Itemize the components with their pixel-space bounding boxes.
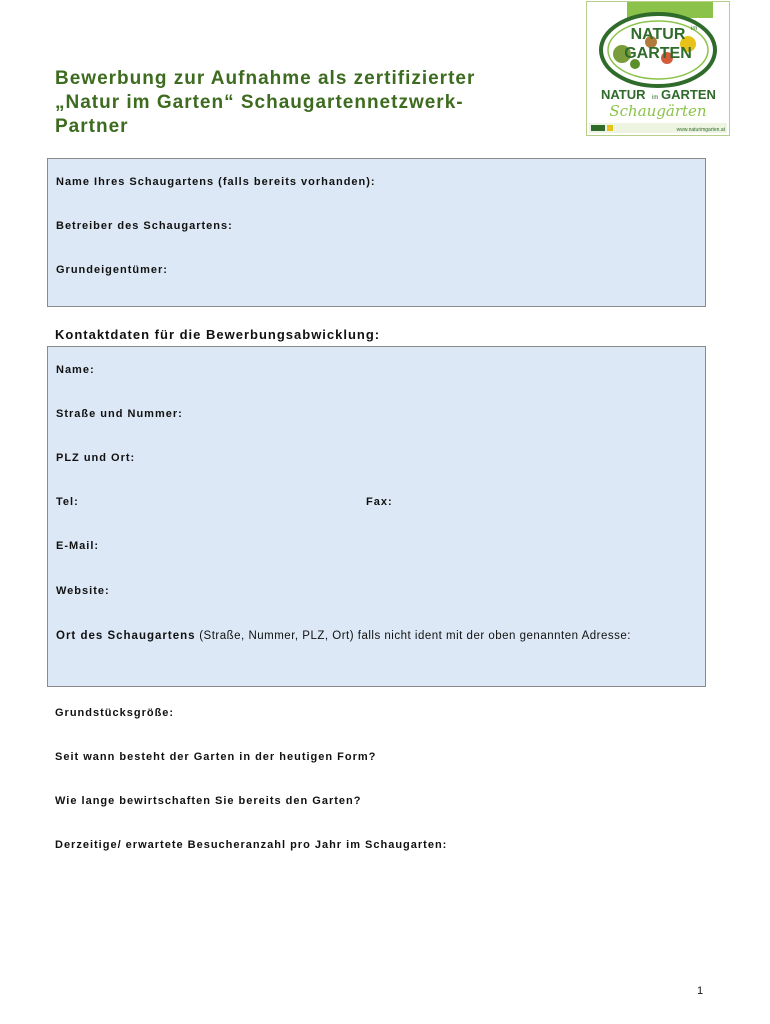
website-field: Website: xyxy=(56,585,110,597)
garden-location-note: (Straße, Nummer, PLZ, Ort) falls nicht ident mit der oben genannten Adresse: xyxy=(195,630,631,642)
title-line-1: Bewerbung zur Aufnahme als zertifizierter xyxy=(55,68,476,89)
plz-city-field: PLZ und Ort: xyxy=(56,452,136,464)
logo-bottom-im-text: im xyxy=(652,95,659,101)
fax-field: Fax: xyxy=(366,496,393,508)
cultivation-duration-question: Wie lange bewirtschaften Sie bereits den Garten? xyxy=(55,795,362,807)
email-field: E-Mail: xyxy=(56,540,100,552)
logo-bottom-natur-text: NATUR xyxy=(601,87,646,102)
contact-info-box xyxy=(47,346,706,687)
logo-footer-url: www.naturimgarten.at xyxy=(676,127,725,133)
natur-im-garten-logo xyxy=(586,1,730,136)
garden-name-field: Name Ihres Schaugartens (falls bereits vorhanden): xyxy=(56,176,376,188)
garden-info-box xyxy=(47,158,706,307)
title-line-2: „Natur im Garten“ Schaugartennetzwerk- xyxy=(55,92,464,113)
name-field: Name: xyxy=(56,364,95,376)
logo-natur-text: NATUR xyxy=(630,26,686,43)
garden-location-label: Ort des Schaugartens xyxy=(56,630,196,642)
plot-size-question: Grundstücksgröße: xyxy=(55,707,175,719)
garden-location-field xyxy=(56,629,696,644)
document-title xyxy=(55,67,575,139)
logo-graphic xyxy=(587,2,729,135)
logo-garten-text: GARTEN xyxy=(624,45,692,62)
contact-section-heading: Kontaktdaten für die Bewerbungsabwicklung: xyxy=(55,327,381,342)
logo-schaugaerten-text: Schaugärten xyxy=(609,102,707,120)
tel-field: Tel: xyxy=(56,496,79,508)
logo-bottom-garten-text: GARTEN xyxy=(661,87,716,102)
logo-im-text: im xyxy=(691,26,698,32)
visitor-count-question: Derzeitige/ erwartete Besucheranzahl pro Jahr im Schaugarten: xyxy=(55,839,448,851)
street-field: Straße und Nummer: xyxy=(56,408,183,420)
operator-field: Betreiber des Schaugartens: xyxy=(56,220,233,232)
page-number: 1 xyxy=(697,985,704,997)
garden-since-question: Seit wann besteht der Garten in der heutigen Form? xyxy=(55,751,377,763)
title-line-3: Partner xyxy=(55,116,129,137)
landowner-field: Grundeigentümer: xyxy=(56,264,168,276)
